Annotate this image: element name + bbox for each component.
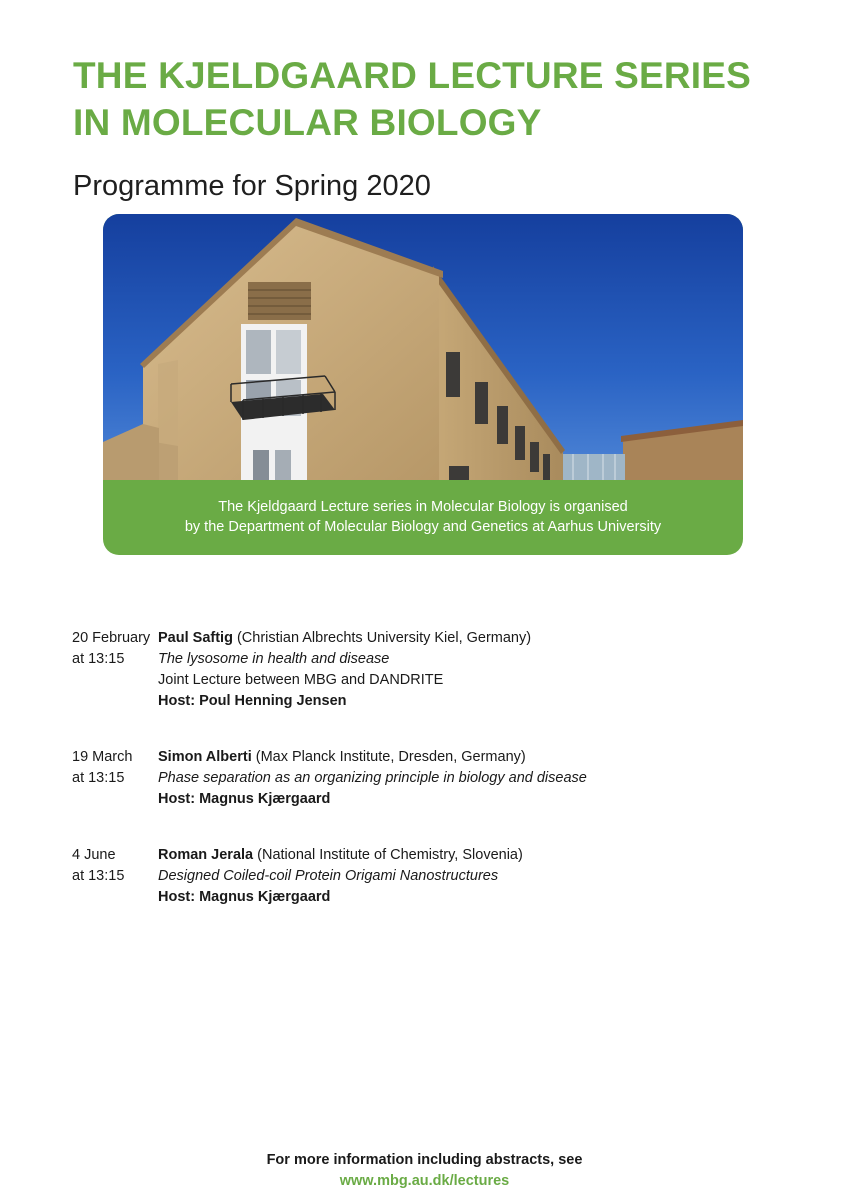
lecture-host: Host: Magnus Kjærgaard [158,791,331,807]
lecture-host: Host: Magnus Kjærgaard [158,889,331,905]
lecture-item [72,747,772,810]
speaker-affiliation: (National Institute of Chemistry, Slovenia) [253,847,523,863]
lecture-item [72,628,772,712]
organiser-banner [103,479,743,555]
speaker-name: Simon Alberti [158,749,252,765]
banner-line-1: The Kjeldgaard Lecture series in Molecular Biology is organised [218,499,628,515]
lecture-speaker-line [158,628,772,649]
page-title [73,52,751,146]
programme-subtitle: Programme for Spring 2020 [73,170,431,202]
speaker-name: Roman Jerala [158,847,254,863]
lecture-speaker-line [158,845,772,866]
speaker-name: Paul Saftig [158,630,233,646]
lecture-list [72,628,772,943]
lecture-details [158,845,772,908]
lecture-details [158,628,772,712]
lecture-speaker-line [158,747,772,768]
lecture-time: at 13:15 [72,770,125,786]
talk-title: Phase separation as an organizing principle in biology and disease [158,770,587,786]
lecture-note: Joint Lecture between MBG and DANDRITE [158,672,444,688]
lecture-host: Host: Poul Henning Jensen [158,693,347,709]
footer [0,1150,849,1192]
lecture-time: at 13:15 [72,868,125,884]
speaker-affiliation: (Max Planck Institute, Dresden, Germany) [251,749,526,765]
lecture-when [72,747,158,810]
lecture-date: 19 March [72,749,133,765]
lecture-date: 20 February [72,630,151,646]
title-line-2: IN MOLECULAR BIOLOGY [73,102,542,143]
lecture-details [158,747,772,810]
lecture-item [72,845,772,908]
footer-info-text: For more information including abstracts, see [266,1152,583,1168]
lectures-link[interactable]: www.mbg.au.dk/lectures [339,1173,510,1189]
lecture-date: 4 June [72,847,116,863]
lecture-time: at 13:15 [72,651,125,667]
talk-title: The lysosome in health and disease [158,651,390,667]
building-photo [103,214,743,480]
lecture-when [72,628,158,712]
hero-panel [103,214,743,555]
speaker-affiliation: (Christian Albrechts University Kiel, Germany) [232,630,532,646]
lecture-when [72,845,158,908]
banner-line-2: by the Department of Molecular Biology and Genetics at Aarhus University [184,519,662,535]
title-line-1: THE KJELDGAARD LECTURE SERIES [73,55,752,96]
talk-title: Designed Coiled-coil Protein Origami Nanostructures [158,868,499,884]
